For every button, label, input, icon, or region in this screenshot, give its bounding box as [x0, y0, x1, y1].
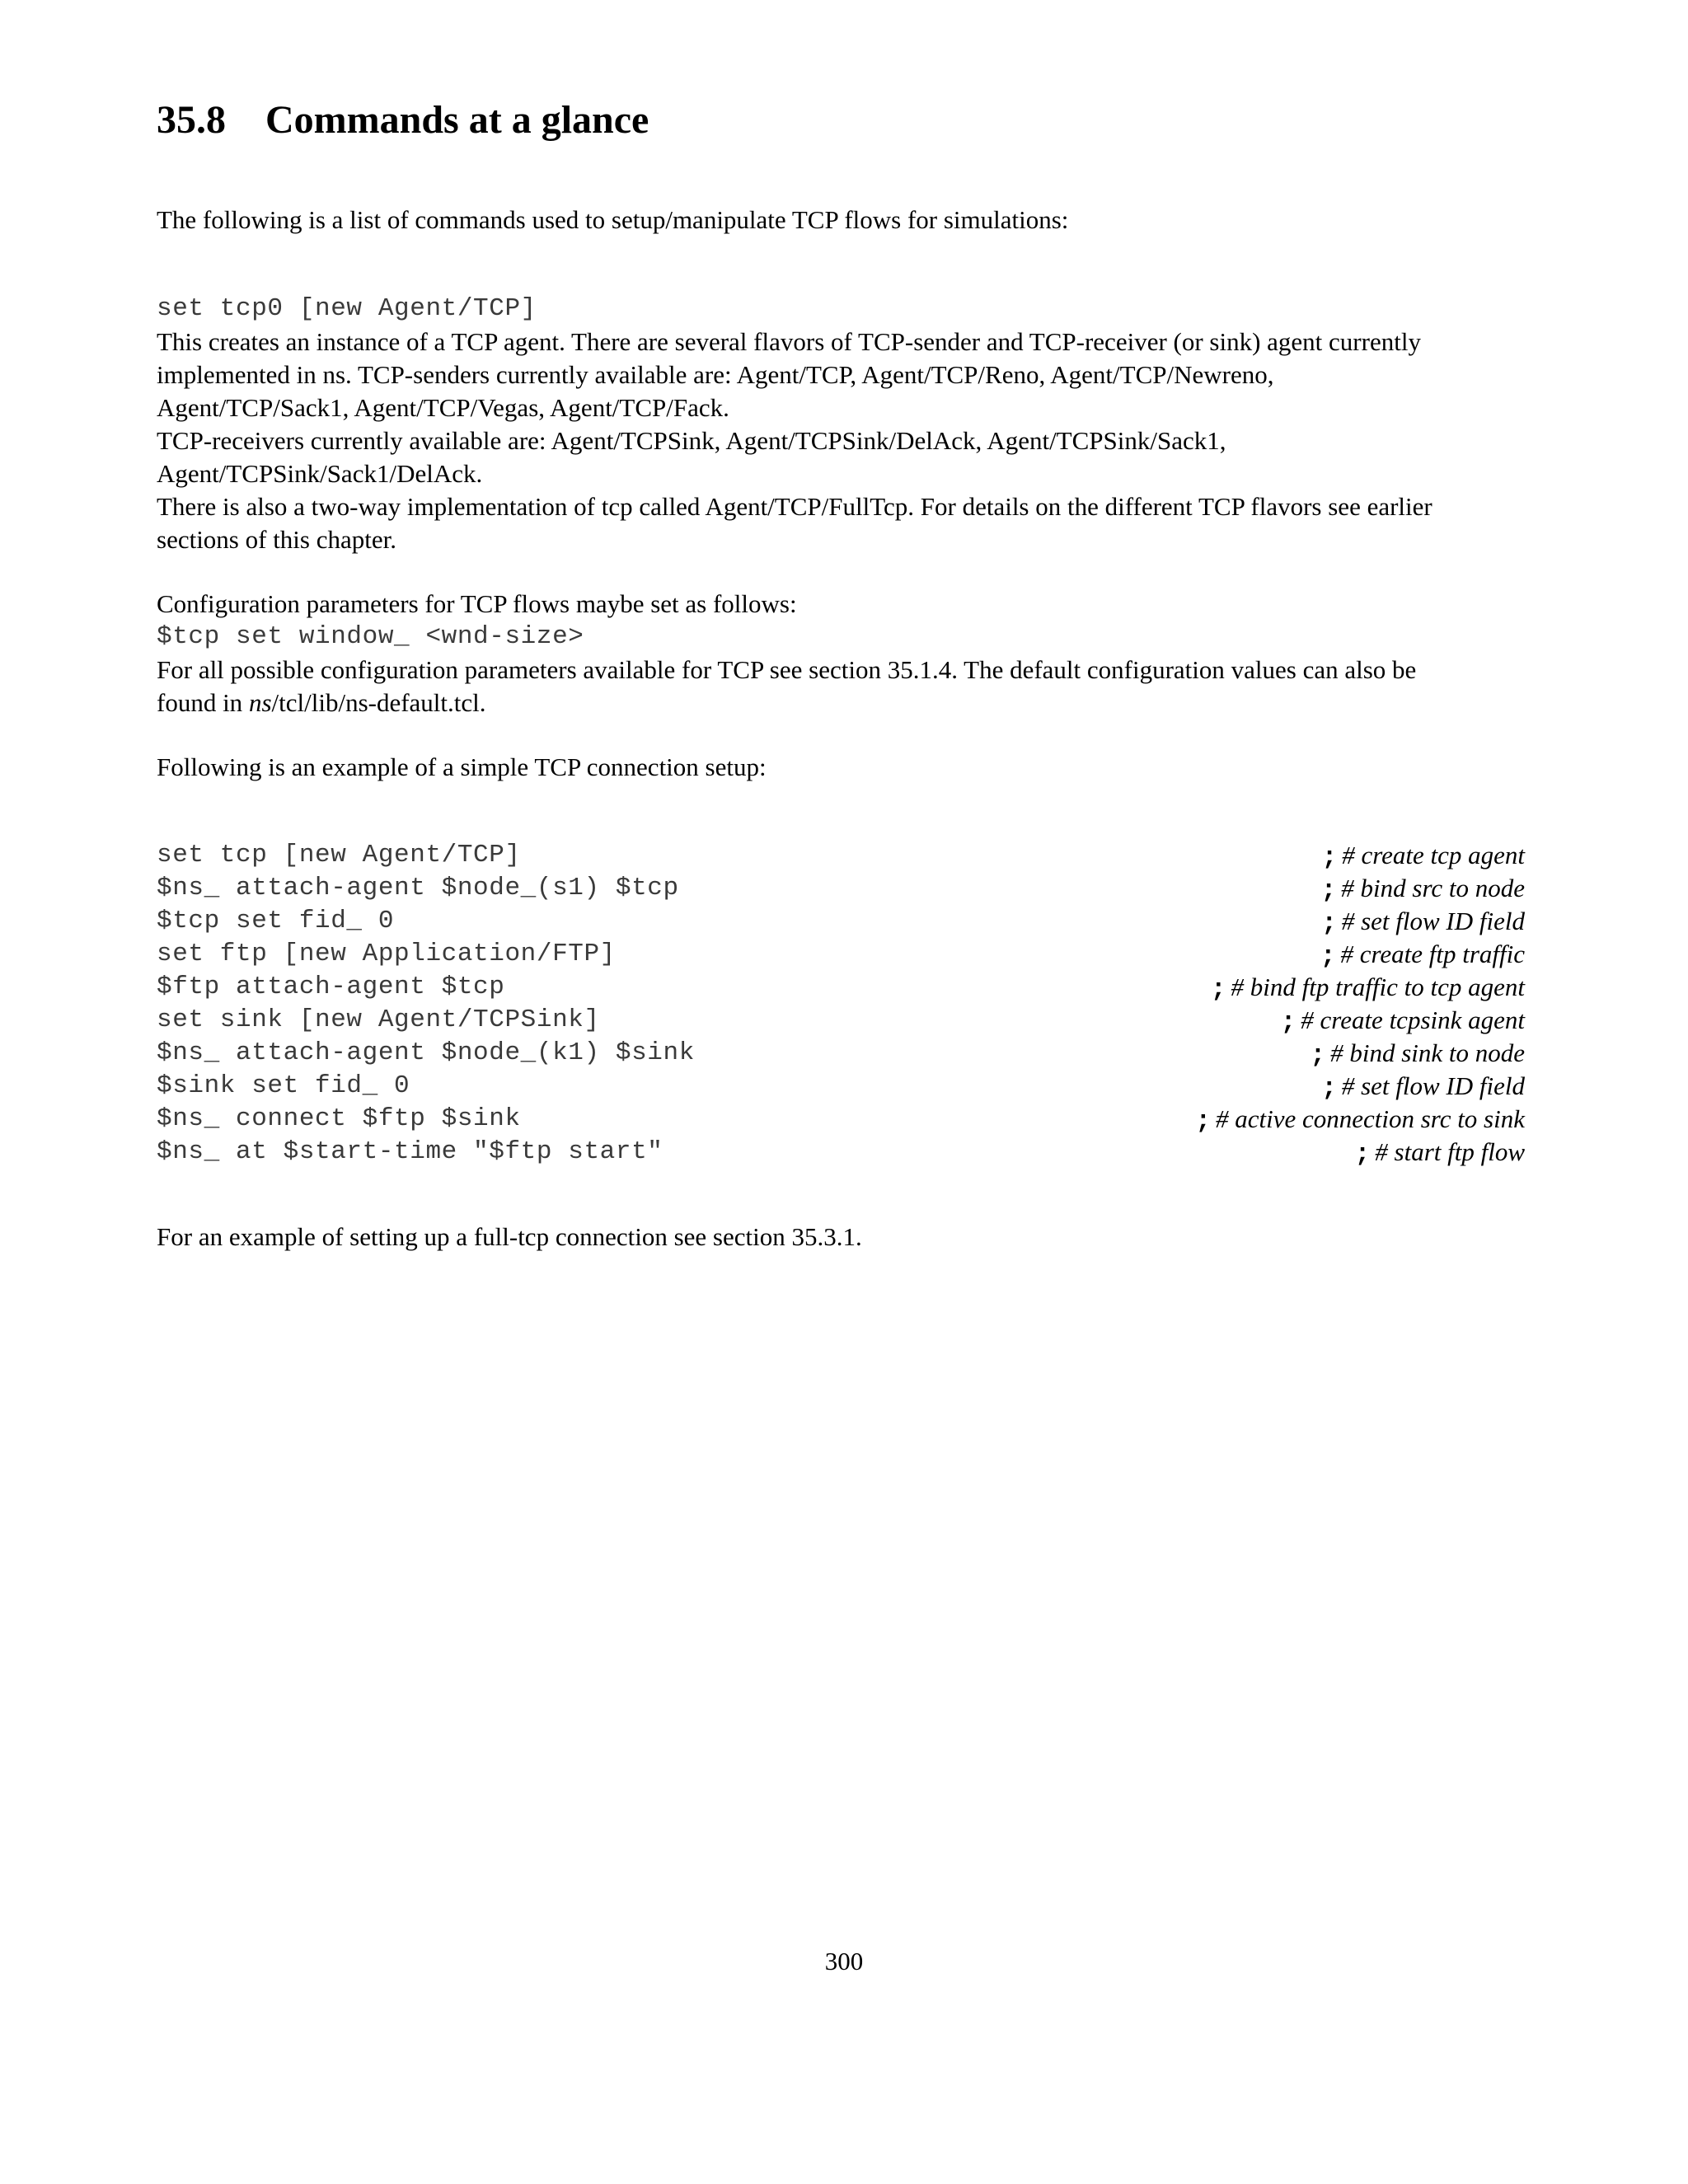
- code-command: $tcp set fid_ 0: [157, 907, 395, 935]
- code-comment-text: # bind src to node: [1341, 874, 1525, 902]
- code-comment: [1310, 1037, 1525, 1072]
- example-intro: Following is an example of a simple TCP connection setup:: [157, 752, 767, 781]
- code-line: [157, 1103, 1525, 1136]
- code-comment-text: # set flow ID field: [1341, 907, 1525, 935]
- code-comment-text: # start ftp flow: [1375, 1137, 1525, 1166]
- agent-desc-line: Agent/TCPSink/Sack1/DelAck.: [157, 459, 483, 488]
- code-comment: [1281, 1004, 1525, 1039]
- code-line: [157, 872, 1525, 905]
- code-command: $ftp attach-agent $tcp: [157, 972, 505, 1001]
- code-comment-text: # create tcp agent: [1342, 841, 1525, 869]
- code-comment-text: # bind ftp traffic to tcp agent: [1231, 972, 1525, 1001]
- config-intro: Configuration parameters for TCP flows maybe set as follows:: [157, 589, 797, 618]
- code-command: set sink [new Agent/TCPSink]: [157, 1005, 600, 1034]
- code-command: $ns_ connect $ftp $sink: [157, 1104, 521, 1133]
- agent-desc-line: implemented in ns. TCP-senders currently available are: Agent/TCP, Agent/TCP/Reno, Agent/TCP/Newreno,: [157, 360, 1274, 389]
- agent-desc-line: This creates an instance of a TCP agent. There are several flavors of TCP-sender and TCP-receiver (or sink) agent currently: [157, 327, 1421, 356]
- code-semicolon: ;: [1210, 975, 1226, 1004]
- code-line: [157, 971, 1525, 1004]
- intro-text: The following is a list of commands used to setup/manipulate TCP flows for simulations:: [157, 205, 1069, 234]
- footer-note-paragraph: [157, 1221, 1525, 1254]
- code-semicolon: ;: [1195, 1107, 1211, 1136]
- code-command: set ftp [new Application/FTP]: [157, 940, 616, 968]
- code-semicolon: ;: [1320, 876, 1337, 905]
- agent-desc-line: TCP-receivers currently available are: Agent/TCPSink, Agent/TCPSink/DelAck, Agent/TCPSink/Sack1,: [157, 426, 1226, 455]
- config-desc-suffix: /tcl/lib/ns-default.tcl.: [271, 688, 486, 717]
- code-command: $ns_ attach-agent $node_(s1) $tcp: [157, 874, 679, 902]
- section-title: Commands at a glance: [265, 98, 649, 142]
- code-line: [157, 905, 1525, 938]
- section-heading: [157, 97, 649, 143]
- code-line: [157, 1004, 1525, 1037]
- agent-desc-line: Agent/TCP/Sack1, Agent/TCP/Vegas, Agent/TCP/Fack.: [157, 393, 729, 422]
- code-semicolon: ;: [1320, 942, 1336, 971]
- footer-note: For an example of setting up a full-tcp connection see section 35.3.1.: [157, 1222, 862, 1251]
- code-line: [157, 938, 1525, 971]
- code-command: $ns_ attach-agent $node_(k1) $sink: [157, 1038, 695, 1067]
- code-command: set tcp [new Agent/TCP]: [157, 841, 521, 869]
- code-command: $ns_ at $start-time "$ftp start": [157, 1137, 663, 1166]
- code-line: [157, 839, 1525, 872]
- agent-command: set tcp0 [new Agent/TCP]: [157, 294, 537, 323]
- code-semicolon: ;: [1321, 909, 1337, 938]
- code-comment: [1211, 971, 1525, 1006]
- config-desc-line2: [157, 687, 1525, 719]
- config-desc-line1: For all possible configuration parameters available for TCP see section 35.1.4. The default configuration values can also be: [157, 655, 1417, 684]
- config-command: $tcp set window_ <wnd-size>: [157, 622, 584, 651]
- agent-desc-line: There is also a two-way implementation of tcp called Agent/TCP/FullTcp. For details on the different TCP flavors see earlier: [157, 492, 1432, 521]
- code-comment: [1321, 872, 1525, 907]
- example-intro-paragraph: [157, 751, 1525, 784]
- code-semicolon: ;: [1280, 1008, 1296, 1037]
- intro-paragraph: [157, 204, 1525, 237]
- code-comment: [1195, 1103, 1525, 1138]
- code-comment: [1320, 938, 1525, 973]
- config-block: [157, 588, 1525, 719]
- code-comment: [1355, 1136, 1525, 1171]
- code-comment: [1321, 1070, 1525, 1105]
- config-desc-italic: ns: [248, 688, 272, 717]
- section-number: 35.8: [157, 98, 226, 142]
- code-line: [157, 1070, 1525, 1103]
- code-comment: [1321, 905, 1525, 940]
- code-listing: [157, 839, 1525, 1169]
- code-comment-text: # active connection src to sink: [1215, 1104, 1525, 1133]
- code-semicolon: ;: [1354, 1140, 1371, 1169]
- agent-command-block: [157, 293, 1525, 556]
- code-comment-text: # create tcpsink agent: [1301, 1005, 1525, 1034]
- page-number: 300: [824, 1947, 864, 1975]
- code-line: [157, 1136, 1525, 1169]
- code-comment-text: # bind sink to node: [1330, 1038, 1525, 1067]
- code-comment: [1322, 839, 1525, 874]
- config-desc-prefix: found in: [157, 688, 249, 717]
- code-comment-text: # set flow ID field: [1341, 1071, 1525, 1100]
- code-comment-text: # create ftp traffic: [1340, 940, 1525, 968]
- code-line: [157, 1037, 1525, 1070]
- code-command: $sink set fid_ 0: [157, 1071, 410, 1100]
- code-semicolon: ;: [1321, 1074, 1337, 1103]
- agent-desc-line: sections of this chapter.: [157, 525, 396, 554]
- code-semicolon: ;: [1310, 1041, 1326, 1070]
- code-semicolon: ;: [1321, 843, 1338, 872]
